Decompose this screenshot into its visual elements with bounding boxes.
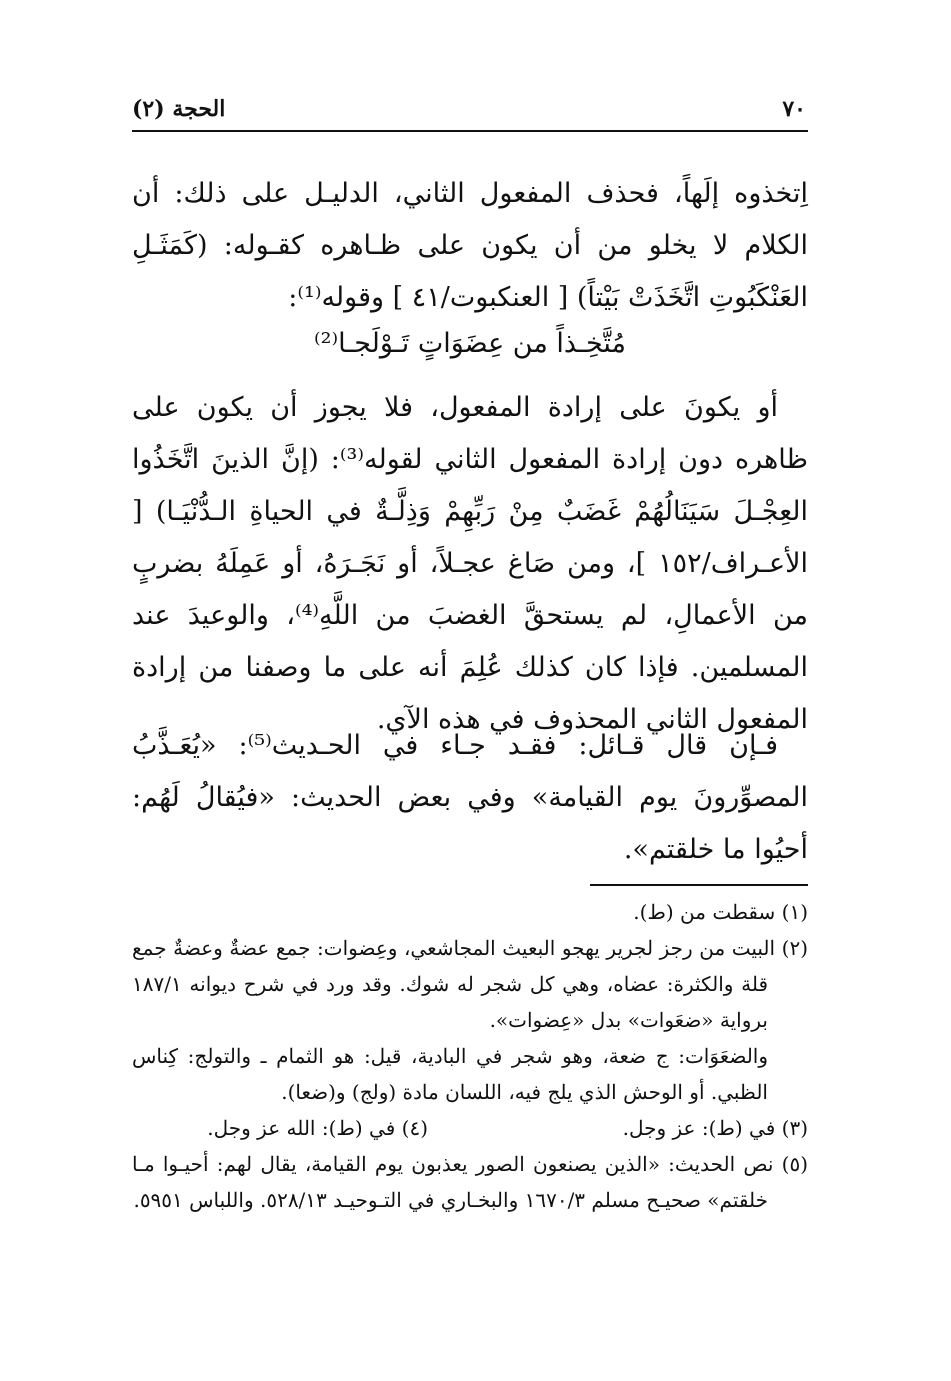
footnote-divider — [590, 884, 808, 886]
paragraph-text: أو يكونَ على إرادة المفعول، فلا يجوز أن يكون على ظاهره دون إرادة المفعول الثاني لقوله⁽³⁾: (إنَّ الذينَ اتَّخَذُوا العِجْـلَ سَيَنَالُهُمْ غَضَبٌ مِنْ رَبِّهِمْ وَذِلَّـةٌ في الحياةِ الـدُّنْيَـا) [ الأعـراف/١٥٢ ]، ومن صَاغ عجـلاً، أو نَجَـرَهُ، أو عَمِلَهُ بضربٍ من الأعمالِ، لم يستحقَّ الغضبَ من اللَّهِ⁽⁴⁾، والوعيدَ عند المسلمين. فإذا كان كذلك عُلِمَ أنه على ما وصفنا من إرادة المفعول الثاني المحذوف في هذه الآي. — [132, 392, 809, 735]
header-divider — [132, 130, 808, 132]
footnote-5: (٥) نص الحديث: «الذين يصنعون الصور يعذبون يوم القيامة، يقال لهم: أحيـوا مـا خلقتم» صحيـح مسلم ١٦٧٠/٣ والبخـاري في التـوحيـد ٥٢٨/١٣. واللباس ٥٩٥١. — [132, 1152, 808, 1212]
page-number: ٧٠ — [782, 96, 806, 122]
main-paragraph-2 — [132, 382, 808, 746]
main-paragraph-1 — [132, 168, 808, 324]
page-header — [132, 92, 806, 128]
main-paragraph-3 — [132, 720, 808, 876]
footnote-4: (٤) في (ط): الله عز وجل. — [207, 1116, 428, 1140]
poetry-verse: مُتَّخِـذاً من عِضَوَاتٍ تَـوْلَجـا⁽²⁾ — [313, 328, 627, 359]
footnotes — [132, 894, 808, 1218]
footnote-2: (٢) البيت من رجز لجرير يهجو البعيث المجاشعي، وعِضوات: جمع عضةٌ وعضةٌ جمع قلة والكثرة: عضاه، وهي كل شجر له شوك. وقد ورد في شرح ديوانه ١٨٧/١ برواية «ضعَوات» بدل «عِضوات». — [132, 936, 808, 1032]
footnote-2-continued: والضعَوَات: ج ضعة، وهو شجر في البادية، قيل: هو الثمام ـ والتولج: كِناس الظبي. أو الوحش الذي يلج فيه، اللسان مادة (ولج) و(ضعا). — [132, 1044, 768, 1104]
paragraph-text: اِتخذوه إلَهاً، فحذف المفعول الثاني، الدليـل على ذلك: أن الكلام لا يخلو من أن يكون على ظـاهره كقـوله: (كَمَثَـلِ العَنْكَبُوتِ اتَّخَذَتْ بَيْتاً) [ العنكبوت/٤١ ] وقوله⁽¹⁾: — [132, 178, 808, 313]
footnote-3: (٣) في (ط): عز وجل. — [622, 1116, 808, 1140]
running-title: الحجة (٢) — [132, 96, 226, 122]
paragraph-text: فـإن قال قـائل: فقـد جـاء في الحـديث⁽⁵⁾: «يُعَـذَّبُ المصوِّرونَ يوم القيامة» وفي بعض الحديث: «فيُقالُ لَهُم: أحيُوا ما خلقتم». — [132, 730, 808, 865]
footnote-row-3-4 — [132, 1110, 808, 1146]
footnote-1: (١) سقطت من (ط). — [633, 900, 808, 924]
